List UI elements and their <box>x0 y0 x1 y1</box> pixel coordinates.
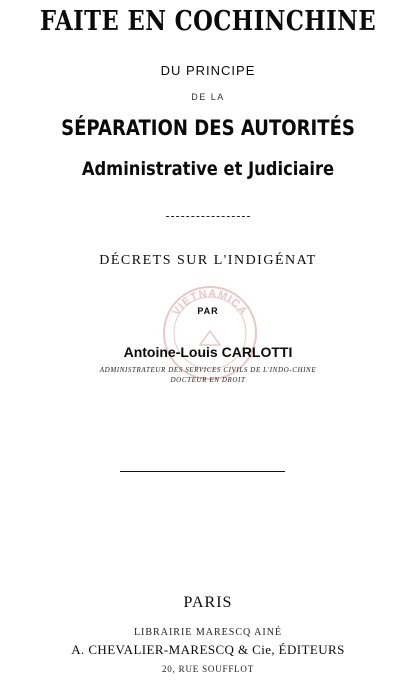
title-separation: SÉPARATION DES AUTORITÉS <box>61 116 355 140</box>
author-title: ADMINISTRATEUR DES SERVICES CIVILS DE L'INDO-CHINE <box>99 366 317 374</box>
title-de-la: DE LA <box>191 92 225 102</box>
imprint-city: PARIS <box>183 594 233 611</box>
long-divider <box>120 471 285 472</box>
short-divider <box>166 216 250 217</box>
title-main: FAITE EN COCHINCHINE <box>39 6 377 37</box>
subtitle-decrets: DÉCRETS SUR L'INDIGÉNAT <box>99 253 317 268</box>
author-name: Antoine-Louis CARLOTTI <box>123 344 293 360</box>
stamp-text: VIETNAMICA <box>170 287 250 318</box>
imprint-publisher: A. CHEVALIER-MARESCQ & Cie, ÉDITEURS <box>71 642 345 657</box>
imprint-libraire: LIBRAIRIE MARESCQ AINÉ <box>133 627 283 638</box>
author-degree: DOCTEUR EN DROIT <box>170 376 246 384</box>
title-du-principe: DU PRINCIPE <box>160 63 256 78</box>
byline-par: PAR <box>197 306 219 316</box>
title-administrative: Administrative et Judiciaire <box>81 158 335 180</box>
imprint-address: 20, RUE SOUFFLOT <box>161 664 255 674</box>
